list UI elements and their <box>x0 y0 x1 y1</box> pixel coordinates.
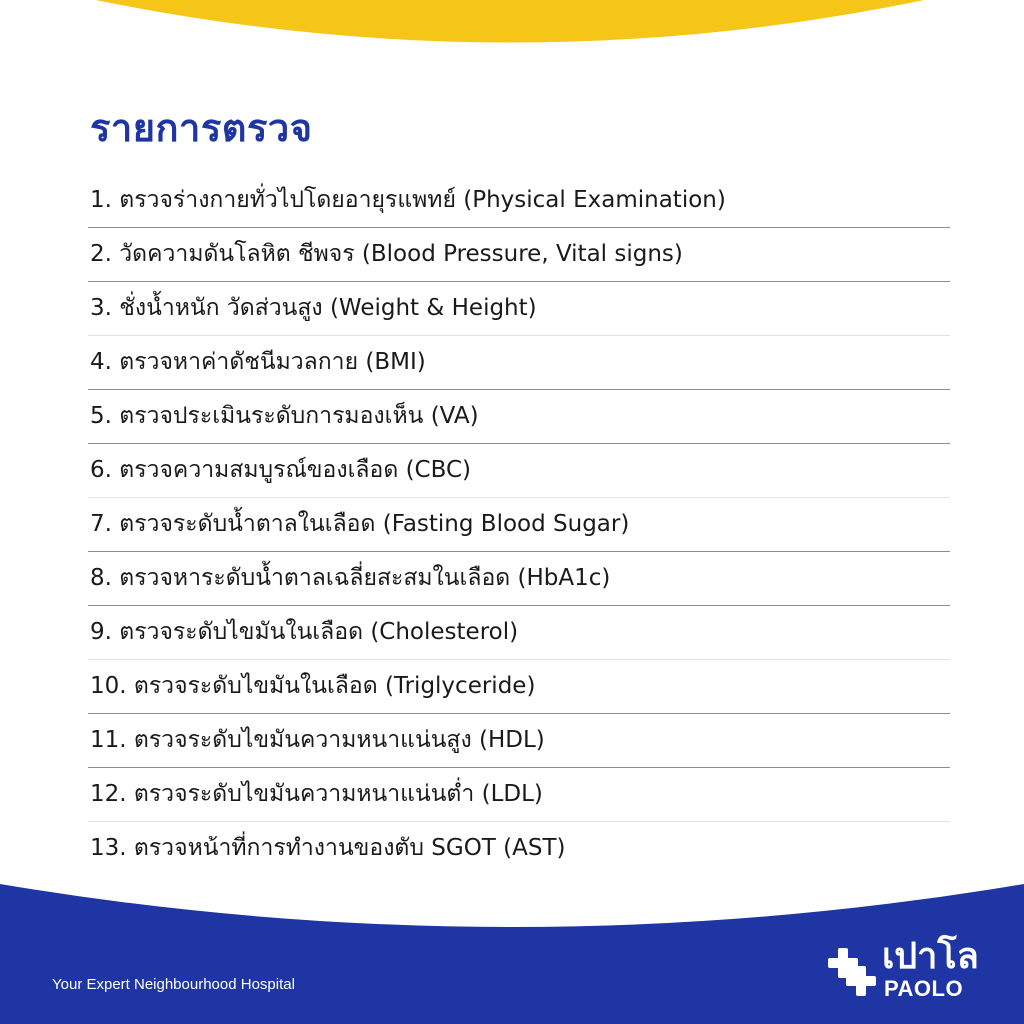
list-item: 5. ตรวจประเมินระดับการมองเห็น (VA) <box>88 390 950 444</box>
list-item: 3. ชั่งน้ำหนัก วัดส่วนสูง (Weight & Height) <box>88 282 950 336</box>
top-yellow-arc <box>0 0 1024 60</box>
list-item: 1. ตรวจร่างกายทั่วไปโดยอายุรแพทย์ (Physical Examination) <box>88 174 950 228</box>
list-item: 13. ตรวจหน้าที่การทำงานของตับ SGOT (AST) <box>90 835 566 861</box>
medical-cross-icon <box>826 946 878 998</box>
list-item: 12. ตรวจระดับไขมันความหนาแน่นต่ำ (LDL) <box>88 768 950 822</box>
list-item: 8. ตรวจหาระดับน้ำตาลเฉลี่ยสะสมในเลือด (HbA1c) <box>88 552 950 606</box>
list-item: 9. ตรวจระดับไขมันในเลือด (Cholesterol) <box>88 606 950 660</box>
list-item: 10. ตรวจระดับไขมันในเลือด (Triglyceride) <box>88 660 950 714</box>
logo-english-text: PAOLO <box>884 976 964 1001</box>
list-item: 7. ตรวจระดับน้ำตาลในเลือด (Fasting Blood Sugar) <box>88 498 950 552</box>
footer-tagline: Your Expert Neighbourhood Hospital <box>52 976 295 993</box>
list-item: 2. วัดความดันโลหิต ชีพจร (Blood Pressure, Vital signs) <box>88 228 950 282</box>
logo-thai-text: เปาโล <box>882 935 979 976</box>
paolo-logo <box>826 935 986 1004</box>
page-title: รายการตรวจ <box>90 106 313 150</box>
list-item: 4. ตรวจหาค่าดัชนีมวลกาย (BMI) <box>88 336 950 390</box>
exam-list <box>88 174 950 876</box>
list-item: 11. ตรวจระดับไขมันความหนาแน่นสูง (HDL) <box>88 714 950 768</box>
list-item: 6. ตรวจความสมบูรณ์ของเลือด (CBC) <box>88 444 950 498</box>
